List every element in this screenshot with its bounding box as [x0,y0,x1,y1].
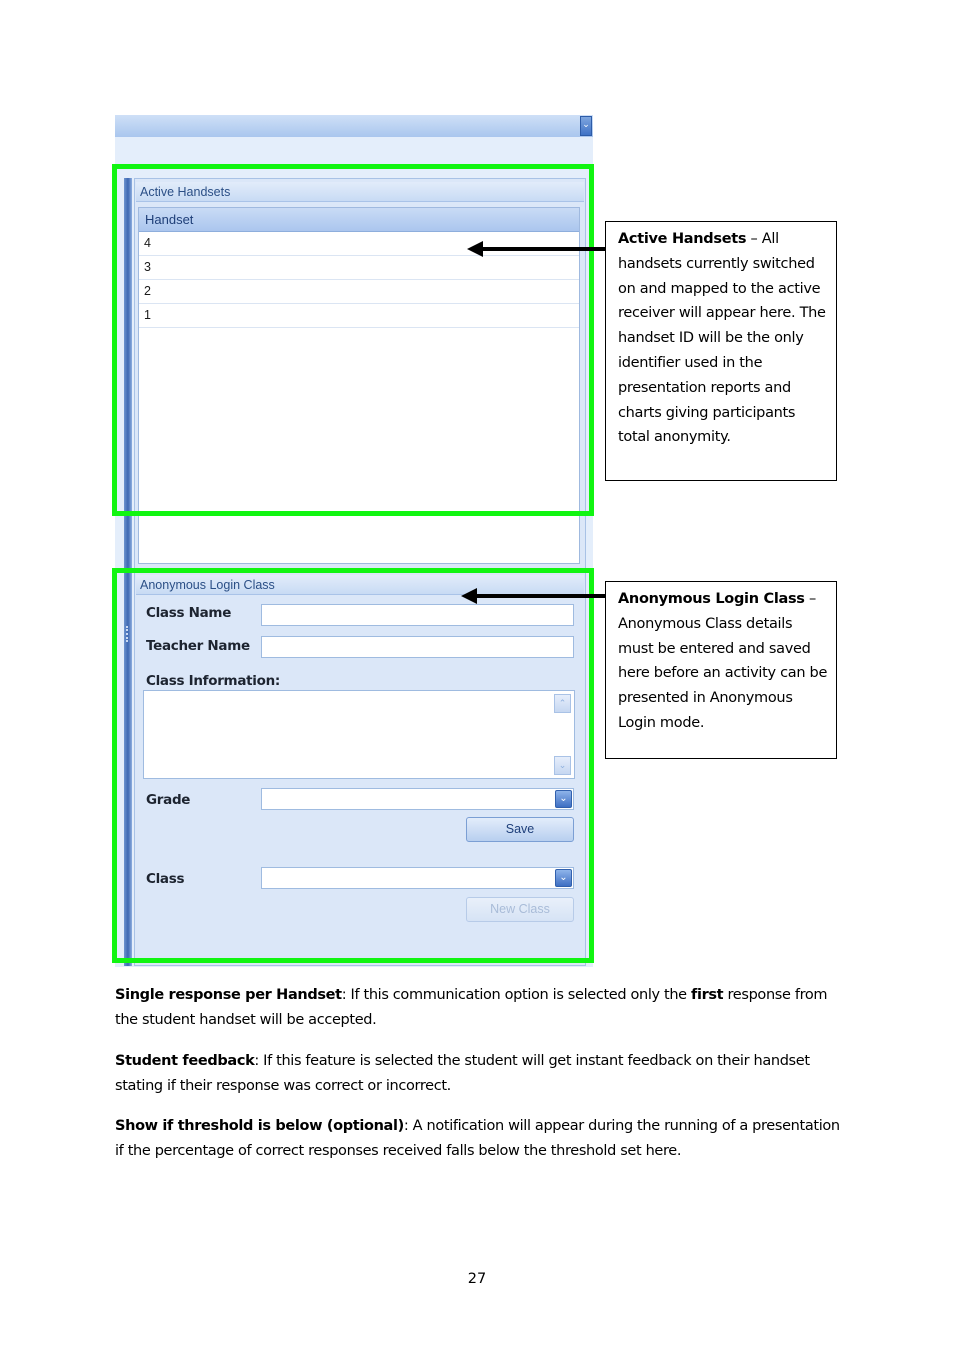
callout-text: – Anonymous Class details must be entered and saved here before an activity can be presented in Anonymous Login mode. [618,591,828,731]
teacher-name-label: Teacher Name [146,638,250,654]
anonymous-login-callout [605,581,837,759]
callout-title: Anonymous Login Class [618,591,805,607]
handset-column-header[interactable]: Handset [139,208,579,232]
callout-text: – All handsets currently switched on and mapped to the active receiver will appear here. The handset ID will be the only identifier used in the presentation reports and charts giving participants total anonymity. [618,231,826,446]
paragraph-text: : If this feature is selected the student will get instant feedback on their handset stating if their response was correct or incorrect. [115,1053,810,1094]
new-class-button[interactable]: New Class [466,897,574,922]
term: Student feedback [115,1053,255,1069]
arrow-line [482,247,605,251]
chevron-down-icon[interactable]: ⌄ [555,869,572,887]
arrow-left-icon [461,588,477,604]
table-row[interactable]: 1 [139,304,579,328]
callout-title: Active Handsets [618,231,747,247]
active-handsets-callout [605,221,837,481]
threshold-paragraph [115,1114,843,1164]
student-feedback-paragraph [115,1049,843,1099]
class-label: Class [146,871,185,887]
term: Show if threshold is below (optional) [115,1118,404,1134]
anonymous-login-group-title: Anonymous Login Class [136,575,584,595]
single-response-paragraph [115,983,843,1033]
active-handsets-highlight [112,164,594,516]
grade-label: Grade [146,792,191,808]
scroll-up-icon[interactable]: ⌃ [554,694,571,713]
paragraph-text: : A notification will appear during the running of a presentation if the percentage of correct responses received falls below the threshold set here. [115,1118,840,1159]
anonymous-login-highlight [112,568,594,963]
active-handsets-group-title: Active Handsets [136,182,584,202]
panel-title-bar [115,115,593,138]
arrow-line [476,594,605,598]
scroll-down-icon[interactable]: ⌄ [554,756,571,775]
table-row[interactable]: 3 [139,256,579,280]
chevron-down-icon[interactable]: ⌄ [580,116,592,136]
paragraph-text: : If this communication option is selected only the [341,987,691,1003]
table-row[interactable]: 2 [139,280,579,304]
save-button[interactable]: Save [466,817,574,842]
paragraph-text: response from the student handset will be accepted. [115,987,828,1028]
chevron-down-icon[interactable]: ⌄ [555,790,572,808]
class-name-label: Class Name [146,605,232,621]
arrow-left-icon [467,241,483,257]
page-number: 27 [467,1271,487,1287]
table-row[interactable]: 4 [139,232,579,256]
class-information-label: Class Information: [146,673,280,689]
emphasis: first [691,987,724,1003]
term: Single response per Handset [115,987,342,1003]
